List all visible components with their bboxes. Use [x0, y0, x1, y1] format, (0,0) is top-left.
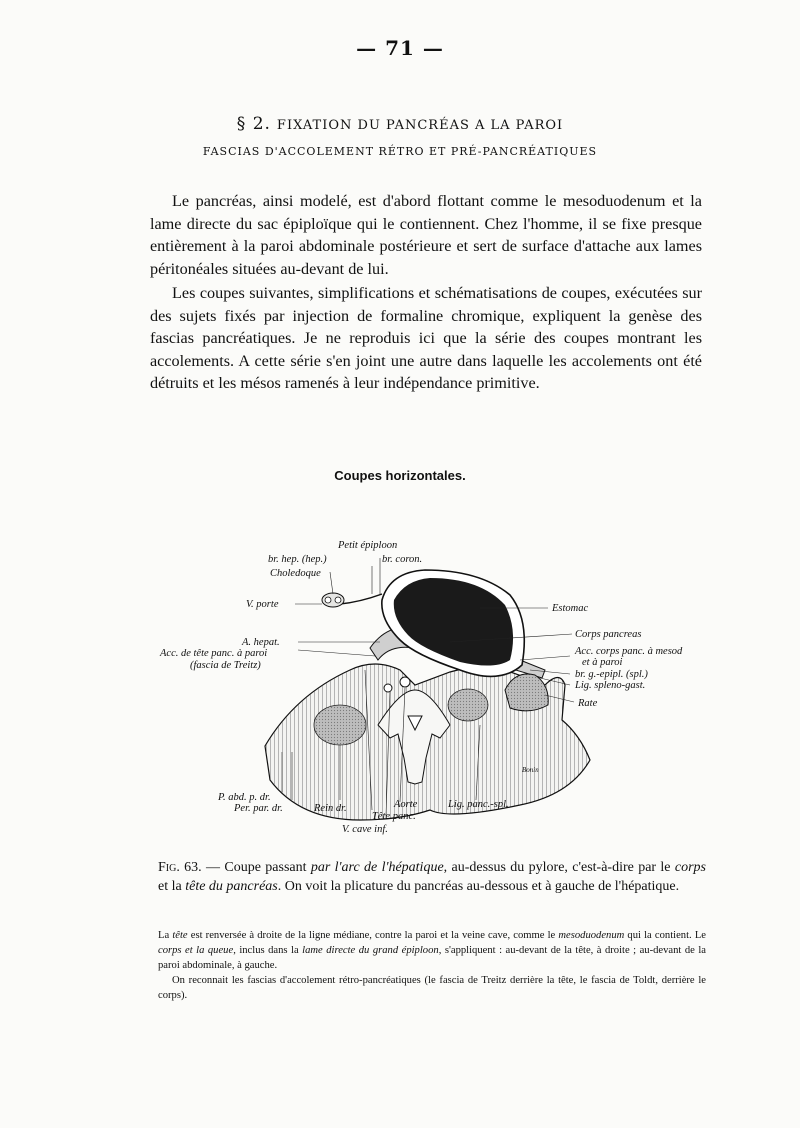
- note-1: [158, 928, 706, 973]
- figure-svg: [150, 520, 730, 850]
- label-v-porte: V. porte: [246, 599, 279, 610]
- artist-signature: Bonin: [522, 766, 539, 774]
- label-v-cave: V. cave inf.: [342, 824, 388, 835]
- section-title-text: FIXATION DU PANCRÉAS A LA PAROI: [276, 118, 564, 133]
- label-aorte: Aorte: [394, 799, 418, 810]
- label-choledoque: Choledoque: [270, 568, 321, 579]
- label-corps-pancreas: Corps pancreas: [575, 629, 642, 640]
- note-1-a: La: [158, 930, 173, 941]
- label-per-par: Per. par. dr.: [234, 803, 283, 814]
- label-a-hepat: A. hepat.: [242, 637, 280, 648]
- label-acc-tete: Acc. de tête panc. à paroi: [160, 648, 268, 659]
- label-p-abd: P. abd. p. dr.: [218, 792, 271, 803]
- caption-part-4: . On voit la plicature du pancréas au-dessous et à gauche de l'hépatique.: [277, 879, 680, 894]
- note-1-c: est renversée à droite de la ligne médiane, contre la paroi et la veine cave, comme le: [187, 930, 559, 941]
- note-2: On reconnait les fascias d'accolement rétro-pancréatiques (le fascia de Treitz derrière la tête, le fascia de Toldt, derrière le corps).: [158, 975, 706, 1001]
- note-1-b: tête: [172, 930, 188, 941]
- caption-italic-1: par l'arc de l'hépatique: [310, 860, 444, 875]
- label-br-g-epipl: br. g.-epipl. (spl.): [575, 669, 648, 680]
- section-title: [0, 114, 800, 134]
- aorta: [400, 677, 410, 687]
- label-tete-panc: Tête panc.: [372, 811, 416, 822]
- note-1-e: qui la contient. Le: [624, 930, 706, 941]
- label-br-hep: br. hep. (hep.): [268, 554, 327, 565]
- paragraph-2: Les coupes suivantes, simplifications et schématisations de coupes, exécutées sur des sujets fixés par injection de formaline chromique, expliquent la genèse des fascias pancréatiques. Je ne reproduis ici que la série des coupes montrant les accolements. A cette série s'en joint une autre dans laquelle les accolements ont été détruits et les mésos ramenés à leur indépendance primitive.: [150, 284, 702, 393]
- paragraph-1: Le pancréas, ainsi modelé, est d'abord flottant comme le mesoduodenum et la lame directe du sac épiploïque qui le contiennent. Chez l'homme, il se fixe presque entièrement à la paroi abdominale postérieure et sert de surface d'attache aux lames péritonéales situées au-devant de lui.: [150, 192, 702, 278]
- label-fascia-treitz: (fascia de Treitz): [190, 660, 261, 671]
- caption-part-2: , au-dessus du pylore, c'est-à-dire par le: [443, 860, 675, 875]
- note-1-h: lame directe du grand épiploon: [302, 945, 439, 956]
- vena-cava: [384, 684, 392, 692]
- caption-italic-3: tête du pancréas: [185, 879, 278, 894]
- left-kidney: [448, 689, 488, 721]
- label-lig-panc-spl: Lig. panc.-spl.: [448, 799, 509, 810]
- note-1-i: , s'appliquent : au-devant de la tête, à droite ; au-devant de la paroi abdominale, à gauche.: [158, 945, 706, 971]
- label-lig-spleno: Lig. spleno-gast.: [575, 680, 646, 691]
- page-number: — 71 —: [356, 36, 444, 60]
- figure-title: Coupes horizontales.: [334, 468, 466, 483]
- paragraph-2-block: [150, 282, 702, 395]
- caption-part-3: et la: [158, 879, 186, 894]
- label-petit-epiploon: Petit épiploon: [338, 540, 398, 551]
- label-br-coron: br. coron.: [382, 554, 423, 565]
- note-1-f: corps et la queue: [158, 945, 234, 956]
- lesser-omentum: [340, 594, 382, 604]
- note-1-g: , inclus dans la: [233, 945, 303, 956]
- paragraph-1-block: [150, 190, 702, 280]
- label-rate: Rate: [578, 698, 598, 709]
- caption-fig-label: Fig. 63.: [158, 860, 202, 875]
- caption-italic-2: corps: [674, 860, 706, 875]
- right-kidney: [314, 705, 366, 745]
- caption-part-1: — Coupe passant: [201, 860, 311, 875]
- note-1-d: mesoduodenum: [558, 930, 625, 941]
- anatomical-figure: [150, 520, 730, 850]
- label-estomac: Estomac: [552, 603, 589, 614]
- section-subtitle: FASCIAS D'ACCOLEMENT RÉTRO ET PRÉ-PANCRÉATIQUES: [202, 145, 598, 158]
- label-acc-corps: Acc. corps panc. à mesod: [575, 646, 683, 657]
- label-et-a-paroi: et à paroi: [582, 657, 623, 668]
- section-mark: § 2.: [236, 114, 271, 134]
- figure-caption: [158, 858, 706, 896]
- label-rein-dr: Rein dr.: [314, 803, 347, 814]
- figure-notes: [158, 928, 706, 1003]
